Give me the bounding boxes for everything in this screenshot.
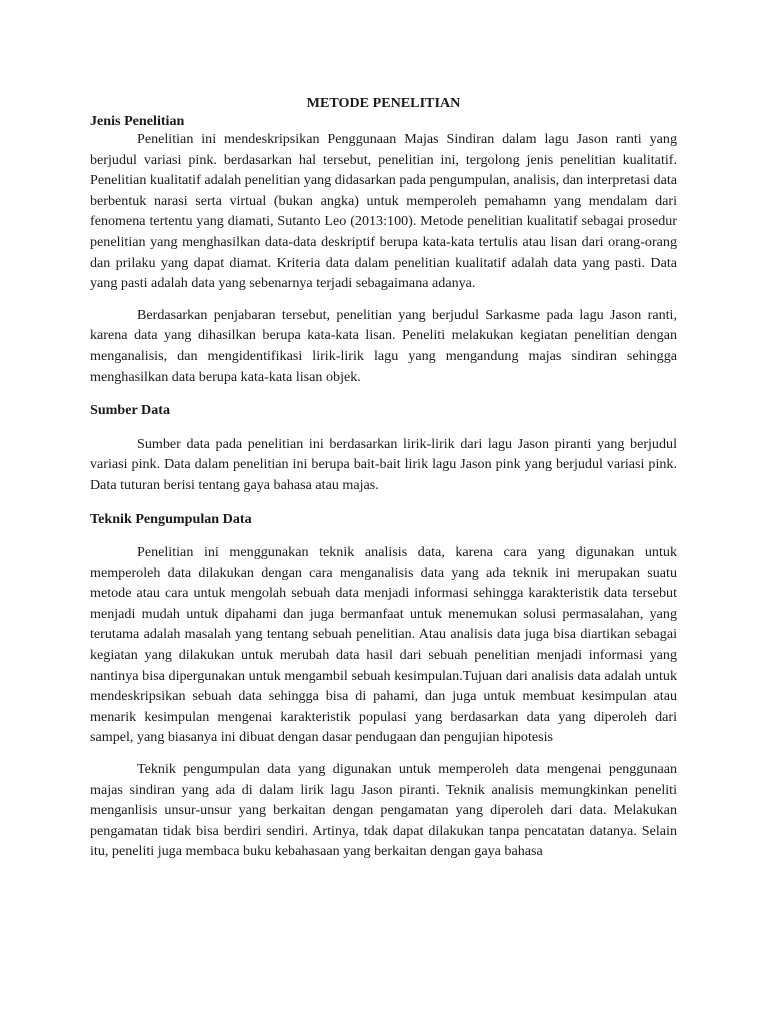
section-heading-jenis-penelitian: Jenis Penelitian (90, 113, 185, 129)
section-heading-sumber-data: Sumber Data (90, 402, 170, 419)
paragraph: Teknik pengumpulan data yang digunakan untuk memperoleh data mengenai penggunaan majas sindiran yang ada di dalam lirik lagu Jason piranti. Teknik analisis memungkinkan peneliti menganlisis unsur-unsur yang berkaitan dengan pengamatan yang diperoleh dari data. Melakukan pengamatan tidak bisa berdiri sendiri. Artinya, tdak dapat dilakukan tanpa pencatatan datanya. Selain itu, peneliti juga membaca buku kebahasaan yang berkaitan dengan gaya bahasa (90, 761, 677, 860)
paragraph: Penelitian ini menggunakan teknik analisis data, karena cara yang digunakan untuk memperoleh data dilakukan dengan cara menganalisis data yang ada teknik ini merupakan suatu metode atau cara untuk mengolah sebuah data menjadi informasi sehingga karakteristik data tersebut menjadi mudah untuk dipahami dan juga bermanfaat untuk menemukan solusi permasalahan, yang terutama adalah masalah yang tentang sebuah penelitian. Atau analisis data juga bisa diartikan sebagai kegiatan yang dilakukan untuk merubah data hasil dari sebuah penelitian menjadi informasi yang nantinya bisa dipergunakan untuk mengambil sebuah kesimpulan.Tujuan dari analisis data adalah untuk mendeskripsikan sebuah data sehingga bisa di pahami, dan juga untuk membuat kesimpulan atau menarik kesimpulan mengenai karakteristik populasi yang berdasarkan data yang diperoleh dari sampel, yang biasanya ini dibuat dengan dasar pendugaan dan pengujian hipotesis (90, 544, 677, 746)
section-heading-teknik-pengumpulan-data: Teknik Pengumpulan Data (90, 510, 252, 527)
paragraph: Sumber data pada penelitian ini berdasarkan lirik-lirik dari lagu Jason piranti yang berjudul variasi pink. Data dalam penelitian ini berupa bait-bait lirik lagu Jason pink yang berjudul variasi pink. Data tuturan berisi tentang gaya bahasa atau majas. (90, 435, 677, 493)
document-title: METODE PENELITIAN (306, 95, 461, 111)
paragraph: Penelitian ini mendeskripsikan Penggunaan Majas Sindiran dalam lagu Jason ranti yang berjudul variasi pink. berdasarkan hal tersebut, penelitian ini, tergolong jenis penelitian kualitatif. Penelitian kualitatif adalah penelitian yang didasarkan pada pengumpulan, analisis, dan interpretasi data berbentuk narasi serta virtual (bukan angka) untuk memperoleh pemahamn yang mendalam dari fenomena tertentu yang diamati, Sutanto Leo (2013:100). Metode penelitian kualitatif sebagai prosedur penelitian yang menghasilkan data-data deskriptif berupa kata-kata tertulis atau lisan dari orang-orang dan prilaku yang dapat diamat. Kriteria data dalam penelitian kualitatif adalah data yang pasti. Data yang pasti adalah data yang sebenarnya terjadi sebagaimana adanya. (90, 131, 677, 292)
paragraph: Berdasarkan penjabaran tersebut, penelitian yang berjudul Sarkasme pada lagu Jason ranti, karena data yang dihasilkan berupa kata-kata lisan. Peneliti melakukan kegiatan penelitian dengan menganalisis, dan mengidentifikasi lirik-lirik lagu yang mengandung majas sindiran sehingga menghasilkan data berupa kata-kata lisan objek. (90, 306, 677, 385)
document-page (90, 93, 677, 862)
